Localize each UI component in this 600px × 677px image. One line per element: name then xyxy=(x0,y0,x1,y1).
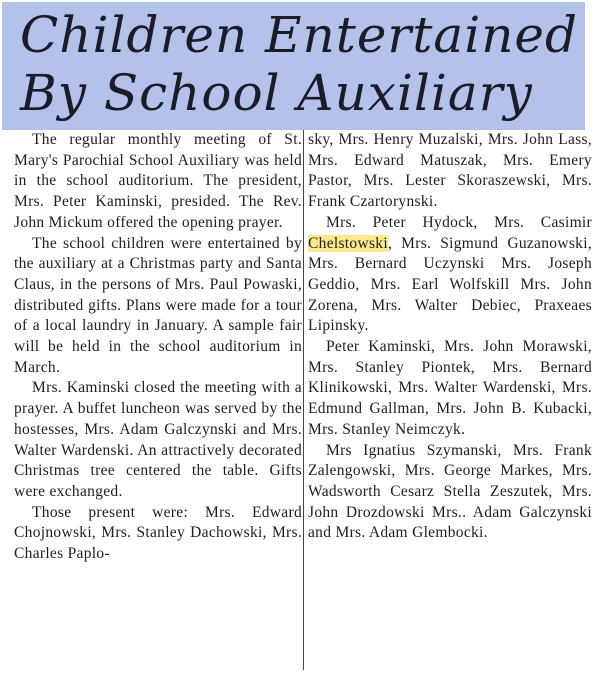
attendees-2-after: , Mrs. Sigmund Guzanowski, Mrs. Bernard Uczynski Mrs. Joseph Geddio, Mrs. Earl Wolfskill Mrs. John Zorena, Mrs. Walter Debiec, Praxeaes Lipinsky. xyxy=(308,234,592,335)
paragraph-attendees-2 xyxy=(308,213,592,337)
highlighted-name: Chelstowski xyxy=(308,234,388,252)
paragraph-meeting: The regular monthly meeting of St. Mary's Parochial School Auxiliary was held in the school auditorium. The president, Mrs. Peter Kaminski, presided. The Rev. John Mickum offered the opening prayer. xyxy=(14,131,302,231)
right-column xyxy=(308,130,592,544)
headline-line-1: Children Entertained xyxy=(20,6,579,64)
paragraph-attendees-continued: sky, Mrs. Henry Muzalski, Mrs. John Lass, Mrs. Edward Matuszak, Mrs. Emery Pastor, Mrs. Lester Skoraszewski, Mrs. Frank Czartorynski. xyxy=(308,131,592,211)
headline xyxy=(2,2,585,130)
attendees-2-before: Mrs. Peter Hydock, Mrs. Casimir xyxy=(326,213,592,231)
left-column xyxy=(14,130,302,565)
headline-line-2: By School Auxiliary xyxy=(20,64,533,122)
column-divider xyxy=(303,130,304,670)
paragraph-attendees-start: Those present were: Mrs. Edward Chojnowski, Mrs. Stanley Dachowski, Mrs. Charles Paplo- xyxy=(14,503,302,563)
paragraph-attendees-4: Mrs Ignatius Szymanski, Mrs. Frank Zalengowski, Mrs. George Markes, Mrs. Wadsworth Cesarz Stella Zeszutek, Mrs. John Drozdowski Mrs.. Adam Galczynski and Mrs. Adam Glembocki. xyxy=(308,441,592,542)
paragraph-closing: Mrs. Kaminski closed the meeting with a prayer. A buffet luncheon was served by the hostesses, Mrs. Adam Galczynski and Mrs. Walter Wardenski. An attractively decorated Christmas tree centered the table. Gifts were exchanged. xyxy=(14,379,302,500)
paragraph-attendees-3: Peter Kaminski, Mrs. John Morawski, Mrs. Stanley Piontek, Mrs. Bernard Klinikowski, Mrs. Walter Wardenski, Mrs. Edmund Gallman, Mrs. John B. Kubacki, Mrs. Stanley Neimczyk. xyxy=(308,338,592,438)
paragraph-party: The school children were entertained by the auxiliary at a Christmas party and Santa Claus, in the persons of Mrs. Paul Powaski, distributed gifts. Plans were made for a tour of a local laundry in January. A sample fair will be held in the school auditorium in March. xyxy=(14,234,302,376)
